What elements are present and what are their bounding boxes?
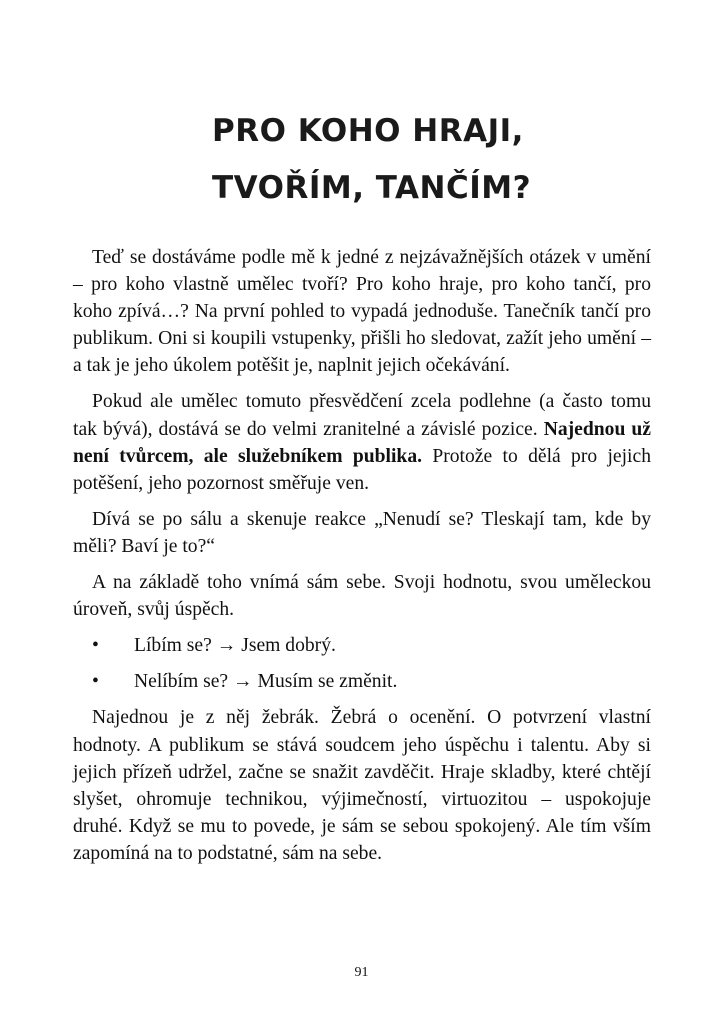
paragraph-5: Najednou je z něj žebrák. Žebrá o ocenění. O potvrzení vlastní hodnoty. A publikum se stává soudcem jeho úspěchu i talentu. Aby si jejich přízeň udržel, začne se snažit zavděčit. Hraje skladby, které chtějí slyšet, ohromuje technikou, výjimečností, virtuozitou – uspokojuje druhé. Když se mu to povede, je sám se sebou spokojený. Ale tím vším zapomíná na to podstatné, sám na sebe. — [73, 707, 651, 864]
paragraph-2-start: Pokud ale umělec tomuto přesvědčení zcela podlehne (a často tomu tak bývá), dostává se do velmi zranitelné a závislé pozice. — [73, 391, 651, 440]
paragraph-1: Teď se dostáváme podle mě k jedné z nejzávažnějších otázek v umění – pro koho vlastně umělec tvoří? Pro koho hraje, pro koho tančí, pro koho zpívá…? Na první pohled to vypadá jednoduše. Tanečník tančí pro publikum. Oni si koupili vstupenky, přišli ho sledovat, zažít jeho umění – a tak je jeho úkolem potěšit je, naplnit jejich očekávání. — [73, 247, 651, 377]
page-number: 91 — [354, 965, 369, 980]
bullet-item-1 — [73, 632, 651, 659]
body-text — [73, 244, 651, 867]
paragraph-2-bold: Najednou už není tvůrcem, ale služebníkem publika. — [73, 418, 651, 467]
paragraph-3: Dívá se po sálu a skenuje reakce „Nenudí se? Tleskají tam, kde by měli? Baví je to?“ — [73, 508, 651, 557]
paragraph-4: A na základě toho vnímá sám sebe. Svoji hodnotu, svou uměleckou úroveň, svůj úspěch. — [73, 572, 651, 621]
paragraph-2-end: Protože to dělá pro jejich potěšení, jeho pozornost směřuje ven. — [73, 445, 651, 494]
chapter-title-line-1: PRO KOHO HRAJI, — [212, 113, 524, 149]
bullet-text: Líbím se? → Jsem dobrý. — [134, 635, 336, 657]
chapter-title — [212, 103, 531, 217]
bullet-text: Nelíbím se? → Musím se změnit. — [134, 671, 398, 693]
paragraph-2 — [73, 388, 651, 496]
bullet-list — [73, 632, 651, 695]
bullet-marker: • — [92, 671, 99, 693]
bullet-item-2 — [73, 668, 651, 695]
bullet-marker: • — [92, 635, 99, 657]
chapter-title-line-2: TVOŘÍM, TANČÍM? — [212, 170, 532, 206]
